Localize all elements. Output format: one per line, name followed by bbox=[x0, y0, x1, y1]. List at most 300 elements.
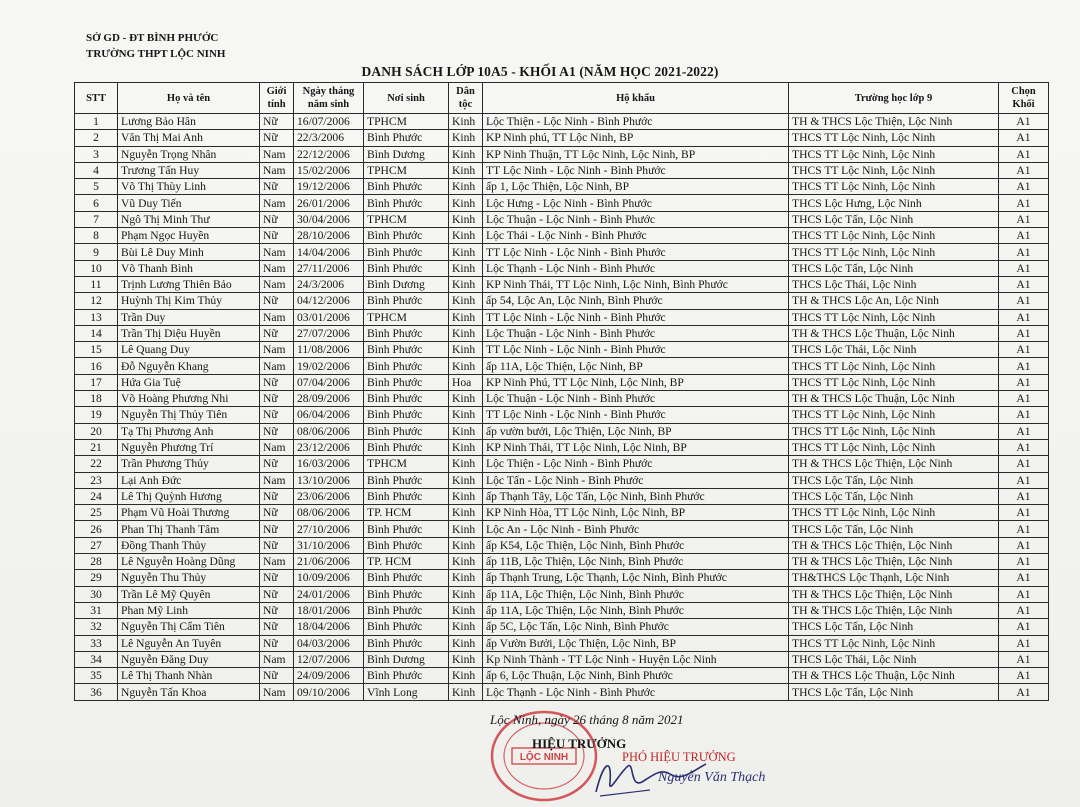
cell-birthdate: 18/04/2006 bbox=[294, 619, 364, 635]
cell-birthplace: Bình Phước bbox=[364, 391, 449, 407]
cell-name: Nguyễn Trọng Nhân bbox=[118, 146, 260, 162]
cell-residence: KP Ninh Hòa, TT Lộc Ninh, Lộc Ninh, BP bbox=[483, 505, 789, 521]
cell-gender: Nam bbox=[260, 358, 294, 374]
cell-residence: Lộc Thiện - Lộc Ninh - Bình Phước bbox=[483, 114, 789, 130]
cell-block: A1 bbox=[999, 309, 1049, 325]
cell-stt: 3 bbox=[75, 146, 118, 162]
cell-gender: Nữ bbox=[260, 228, 294, 244]
cell-stt: 28 bbox=[75, 554, 118, 570]
cell-birthplace: Bình Phước bbox=[364, 407, 449, 423]
cell-name: Nguyễn Thị Thủy Tiên bbox=[118, 407, 260, 423]
cell-ethnicity: Kinh bbox=[449, 260, 483, 276]
cell-residence: Lộc Thạnh - Lộc Ninh - Bình Phước bbox=[483, 684, 789, 700]
cell-gender: Nữ bbox=[260, 619, 294, 635]
cell-residence: ấp 1, Lộc Thiện, Lộc Ninh, BP bbox=[483, 179, 789, 195]
cell-block: A1 bbox=[999, 260, 1049, 276]
cell-ethnicity: Kinh bbox=[449, 439, 483, 455]
cell-birthdate: 04/03/2006 bbox=[294, 635, 364, 651]
cell-block: A1 bbox=[999, 651, 1049, 667]
cell-previous-school: THCS TT Lộc Ninh, Lộc Ninh bbox=[789, 179, 999, 195]
cell-ethnicity: Kinh bbox=[449, 244, 483, 260]
cell-name: Lương Bảo Hân bbox=[118, 114, 260, 130]
cell-name: Lê Nguyễn Hoàng Dũng bbox=[118, 554, 260, 570]
table-row bbox=[75, 635, 1049, 651]
cell-birthplace: Bình Phước bbox=[364, 602, 449, 618]
cell-block: A1 bbox=[999, 488, 1049, 504]
cell-previous-school: TH & THCS Lộc Thuận, Lộc Ninh bbox=[789, 391, 999, 407]
cell-residence: ấp K54, Lộc Thiện, Lộc Ninh, Bình Phước bbox=[483, 537, 789, 553]
cell-birthplace: TPHCM bbox=[364, 456, 449, 472]
cell-gender: Nữ bbox=[260, 114, 294, 130]
cell-previous-school: THCS TT Lộc Ninh, Lộc Ninh bbox=[789, 228, 999, 244]
cell-stt: 11 bbox=[75, 276, 118, 292]
cell-birthplace: Bình Phước bbox=[364, 130, 449, 146]
cell-previous-school: TH & THCS Lộc Thiện, Lộc Ninh bbox=[789, 602, 999, 618]
cell-block: A1 bbox=[999, 668, 1049, 684]
cell-name: Võ Thị Thùy Linh bbox=[118, 179, 260, 195]
cell-block: A1 bbox=[999, 505, 1049, 521]
table-row bbox=[75, 684, 1049, 700]
cell-previous-school: TH & THCS Lộc Thuận, Lộc Ninh bbox=[789, 668, 999, 684]
cell-birthdate: 24/3/2006 bbox=[294, 276, 364, 292]
cell-block: A1 bbox=[999, 472, 1049, 488]
cell-previous-school: THCS TT Lộc Ninh, Lộc Ninh bbox=[789, 309, 999, 325]
cell-name: Trịnh Lương Thiên Bảo bbox=[118, 276, 260, 292]
cell-stt: 16 bbox=[75, 358, 118, 374]
cell-stt: 29 bbox=[75, 570, 118, 586]
cell-ethnicity: Kinh bbox=[449, 146, 483, 162]
table-row bbox=[75, 423, 1049, 439]
table-row bbox=[75, 179, 1049, 195]
cell-gender: Nam bbox=[260, 342, 294, 358]
cell-previous-school: THCS Lộc Thái, Lộc Ninh bbox=[789, 276, 999, 292]
cell-gender: Nam bbox=[260, 439, 294, 455]
cell-stt: 4 bbox=[75, 162, 118, 178]
cell-ethnicity: Kinh bbox=[449, 423, 483, 439]
cell-birthplace: Bình Phước bbox=[364, 586, 449, 602]
cell-birthplace: TP. HCM bbox=[364, 554, 449, 570]
cell-birthdate: 23/06/2006 bbox=[294, 488, 364, 504]
cell-previous-school: THCS TT Lộc Ninh, Lộc Ninh bbox=[789, 130, 999, 146]
column-header-name: Họ và tên bbox=[118, 83, 260, 114]
cell-residence: ấp Thạnh Trung, Lộc Thạnh, Lộc Ninh, Bình Phước bbox=[483, 570, 789, 586]
cell-previous-school: TH & THCS Lộc Thiện, Lộc Ninh bbox=[789, 537, 999, 553]
cell-block: A1 bbox=[999, 439, 1049, 455]
cell-name: Văn Thị Mai Anh bbox=[118, 130, 260, 146]
cell-previous-school: THCS TT Lộc Ninh, Lộc Ninh bbox=[789, 407, 999, 423]
cell-gender: Nam bbox=[260, 146, 294, 162]
cell-block: A1 bbox=[999, 586, 1049, 602]
cell-birthdate: 16/03/2006 bbox=[294, 456, 364, 472]
cell-birthplace: Bình Phước bbox=[364, 439, 449, 455]
cell-ethnicity: Kinh bbox=[449, 537, 483, 553]
cell-ethnicity: Kinh bbox=[449, 211, 483, 227]
cell-residence: ấp 11A, Lộc Thiện, Lộc Ninh, BP bbox=[483, 358, 789, 374]
cell-residence: TT Lộc Ninh - Lộc Ninh - Bình Phước bbox=[483, 244, 789, 260]
cell-block: A1 bbox=[999, 391, 1049, 407]
cell-block: A1 bbox=[999, 407, 1049, 423]
cell-stt: 10 bbox=[75, 260, 118, 276]
table-row bbox=[75, 521, 1049, 537]
cell-residence: ấp 54, Lộc An, Lộc Ninh, Bình Phước bbox=[483, 293, 789, 309]
cell-previous-school: THCS Lộc Tấn, Lộc Ninh bbox=[789, 521, 999, 537]
cell-ethnicity: Hoa bbox=[449, 374, 483, 390]
column-header-ethnicity: Dân tộc bbox=[449, 83, 483, 114]
cell-birthplace: Bình Phước bbox=[364, 325, 449, 341]
department-name: SỞ GD - ĐT BÌNH PHƯỚC bbox=[86, 32, 219, 44]
cell-name: Nguyễn Đăng Duy bbox=[118, 651, 260, 667]
table-header-row bbox=[75, 83, 1049, 114]
table-row bbox=[75, 276, 1049, 292]
cell-gender: Nữ bbox=[260, 179, 294, 195]
table-row bbox=[75, 456, 1049, 472]
cell-residence: ấp Thạnh Tây, Lộc Tấn, Lộc Ninh, Bình Phước bbox=[483, 488, 789, 504]
cell-previous-school: THCS TT Lộc Ninh, Lộc Ninh bbox=[789, 374, 999, 390]
cell-ethnicity: Kinh bbox=[449, 130, 483, 146]
cell-birthdate: 04/12/2006 bbox=[294, 293, 364, 309]
cell-ethnicity: Kinh bbox=[449, 276, 483, 292]
table-row bbox=[75, 146, 1049, 162]
cell-birthplace: TPHCM bbox=[364, 114, 449, 130]
cell-block: A1 bbox=[999, 195, 1049, 211]
cell-ethnicity: Kinh bbox=[449, 619, 483, 635]
student-table bbox=[74, 82, 1049, 701]
cell-name: Võ Hoàng Phương Nhi bbox=[118, 391, 260, 407]
cell-previous-school: THCS Lộc Tấn, Lộc Ninh bbox=[789, 488, 999, 504]
cell-ethnicity: Kinh bbox=[449, 162, 483, 178]
cell-gender: Nữ bbox=[260, 211, 294, 227]
cell-residence: Lộc Tấn - Lộc Ninh - Bình Phước bbox=[483, 472, 789, 488]
cell-residence: ấp 11A, Lộc Thiện, Lộc Ninh, Bình Phước bbox=[483, 586, 789, 602]
column-header-stt: STT bbox=[75, 83, 118, 114]
cell-birthdate: 08/06/2006 bbox=[294, 423, 364, 439]
cell-previous-school: THCS Lộc Tấn, Lộc Ninh bbox=[789, 619, 999, 635]
cell-ethnicity: Kinh bbox=[449, 407, 483, 423]
cell-previous-school: TH & THCS Lộc An, Lộc Ninh bbox=[789, 293, 999, 309]
cell-birthdate: 18/01/2006 bbox=[294, 602, 364, 618]
cell-stt: 24 bbox=[75, 488, 118, 504]
signer-name: Nguyễn Văn Thạch bbox=[658, 770, 766, 785]
cell-previous-school: TH & THCS Lộc Thuận, Lộc Ninh bbox=[789, 325, 999, 341]
cell-stt: 7 bbox=[75, 211, 118, 227]
cell-previous-school: TH&THCS Lộc Thạnh, Lộc Ninh bbox=[789, 570, 999, 586]
cell-birthplace: Bình Phước bbox=[364, 179, 449, 195]
cell-block: A1 bbox=[999, 179, 1049, 195]
table-row bbox=[75, 309, 1049, 325]
cell-stt: 1 bbox=[75, 114, 118, 130]
cell-birthdate: 27/10/2006 bbox=[294, 521, 364, 537]
cell-ethnicity: Kinh bbox=[449, 521, 483, 537]
cell-birthplace: Bình Phước bbox=[364, 260, 449, 276]
cell-birthdate: 28/10/2006 bbox=[294, 228, 364, 244]
cell-previous-school: TH & THCS Lộc Thiện, Lộc Ninh bbox=[789, 586, 999, 602]
cell-stt: 15 bbox=[75, 342, 118, 358]
cell-birthplace: TP. HCM bbox=[364, 505, 449, 521]
cell-stt: 32 bbox=[75, 619, 118, 635]
table-row bbox=[75, 407, 1049, 423]
cell-name: Nguyễn Thị Cẩm Tiên bbox=[118, 619, 260, 635]
cell-ethnicity: Kinh bbox=[449, 114, 483, 130]
cell-ethnicity: Kinh bbox=[449, 195, 483, 211]
cell-birthdate: 22/3/2006 bbox=[294, 130, 364, 146]
cell-stt: 35 bbox=[75, 668, 118, 684]
cell-residence: Lộc Thuận - Lộc Ninh - Bình Phước bbox=[483, 391, 789, 407]
cell-birthdate: 06/04/2006 bbox=[294, 407, 364, 423]
cell-ethnicity: Kinh bbox=[449, 684, 483, 700]
cell-birthdate: 11/08/2006 bbox=[294, 342, 364, 358]
cell-birthdate: 24/01/2006 bbox=[294, 586, 364, 602]
cell-residence: ấp vườn bưởi, Lộc Thiện, Lộc Ninh, BP bbox=[483, 423, 789, 439]
column-header-birthdate: Ngày tháng năm sinh bbox=[294, 83, 364, 114]
cell-birthplace: TPHCM bbox=[364, 211, 449, 227]
cell-ethnicity: Kinh bbox=[449, 456, 483, 472]
cell-gender: Nữ bbox=[260, 537, 294, 553]
cell-birthplace: Bình Phước bbox=[364, 668, 449, 684]
cell-birthplace: Bình Dương bbox=[364, 276, 449, 292]
cell-gender: Nữ bbox=[260, 635, 294, 651]
cell-previous-school: THCS TT Lộc Ninh, Lộc Ninh bbox=[789, 244, 999, 260]
document-title: DANH SÁCH LỚP 10A5 - KHỐI A1 (NĂM HỌC 2021-2022) bbox=[361, 64, 719, 79]
table-row bbox=[75, 554, 1049, 570]
cell-stt: 2 bbox=[75, 130, 118, 146]
cell-block: A1 bbox=[999, 635, 1049, 651]
table-row bbox=[75, 488, 1049, 504]
cell-gender: Nữ bbox=[260, 488, 294, 504]
cell-block: A1 bbox=[999, 211, 1049, 227]
cell-birthdate: 22/12/2006 bbox=[294, 146, 364, 162]
cell-stt: 21 bbox=[75, 439, 118, 455]
cell-birthplace: Bình Phước bbox=[364, 244, 449, 260]
table-row bbox=[75, 228, 1049, 244]
cell-birthdate: 23/12/2006 bbox=[294, 439, 364, 455]
cell-block: A1 bbox=[999, 244, 1049, 260]
cell-ethnicity: Kinh bbox=[449, 635, 483, 651]
cell-gender: Nữ bbox=[260, 407, 294, 423]
cell-ethnicity: Kinh bbox=[449, 570, 483, 586]
cell-name: Lê Thị Quỳnh Hương bbox=[118, 488, 260, 504]
cell-stt: 34 bbox=[75, 651, 118, 667]
cell-block: A1 bbox=[999, 130, 1049, 146]
cell-block: A1 bbox=[999, 456, 1049, 472]
cell-birthplace: Bình Phước bbox=[364, 342, 449, 358]
cell-birthplace: TPHCM bbox=[364, 162, 449, 178]
cell-ethnicity: Kinh bbox=[449, 342, 483, 358]
cell-name: Phan Thị Thanh Tâm bbox=[118, 521, 260, 537]
cell-name: Bùi Lê Duy Minh bbox=[118, 244, 260, 260]
cell-residence: TT Lộc Ninh - Lộc Ninh - Bình Phước bbox=[483, 342, 789, 358]
cell-residence: Lộc Thuận - Lộc Ninh - Bình Phước bbox=[483, 325, 789, 341]
cell-birthdate: 03/01/2006 bbox=[294, 309, 364, 325]
cell-gender: Nữ bbox=[260, 668, 294, 684]
cell-stt: 27 bbox=[75, 537, 118, 553]
table-row bbox=[75, 668, 1049, 684]
cell-name: Trần Thị Diệu Huyền bbox=[118, 325, 260, 341]
stamp-center-text: LỘC NINH bbox=[519, 752, 569, 763]
cell-birthdate: 26/01/2006 bbox=[294, 195, 364, 211]
cell-ethnicity: Kinh bbox=[449, 179, 483, 195]
cell-stt: 19 bbox=[75, 407, 118, 423]
cell-block: A1 bbox=[999, 537, 1049, 553]
cell-block: A1 bbox=[999, 684, 1049, 700]
signing-date: Lộc Ninh, ngày 26 tháng 8 năm 2021 bbox=[490, 712, 684, 727]
cell-gender: Nam bbox=[260, 276, 294, 292]
column-header-block: Chọn Khối bbox=[999, 83, 1049, 114]
cell-stt: 25 bbox=[75, 505, 118, 521]
cell-block: A1 bbox=[999, 342, 1049, 358]
principal-title: HIỆU TRƯỞNG bbox=[532, 736, 627, 751]
cell-block: A1 bbox=[999, 570, 1049, 586]
cell-residence: KP Ninh Thuận, TT Lộc Ninh, Lộc Ninh, BP bbox=[483, 146, 789, 162]
cell-name: Huỳnh Thị Kim Thủy bbox=[118, 293, 260, 309]
cell-birthdate: 15/02/2006 bbox=[294, 162, 364, 178]
cell-gender: Nữ bbox=[260, 130, 294, 146]
cell-ethnicity: Kinh bbox=[449, 554, 483, 570]
cell-residence: Lộc Thuận - Lộc Ninh - Bình Phước bbox=[483, 211, 789, 227]
column-header-birthplace: Nơi sinh bbox=[364, 83, 449, 114]
cell-name: Lê Thị Thanh Nhàn bbox=[118, 668, 260, 684]
cell-residence: KP Ninh phú, TT Lộc Ninh, BP bbox=[483, 130, 789, 146]
cell-birthplace: Bình Phước bbox=[364, 472, 449, 488]
cell-residence: ấp 6, Lộc Thuận, Lộc Ninh, Bình Phước bbox=[483, 668, 789, 684]
cell-ethnicity: Kinh bbox=[449, 472, 483, 488]
cell-previous-school: THCS Lộc Thái, Lộc Ninh bbox=[789, 651, 999, 667]
cell-birthdate: 13/10/2006 bbox=[294, 472, 364, 488]
cell-birthdate: 24/09/2006 bbox=[294, 668, 364, 684]
cell-gender: Nam bbox=[260, 260, 294, 276]
cell-name: Phạm Ngọc Huyền bbox=[118, 228, 260, 244]
cell-birthplace: Bình Phước bbox=[364, 619, 449, 635]
cell-ethnicity: Kinh bbox=[449, 391, 483, 407]
cell-residence: ấp 11B, Lộc Thiện, Lộc Ninh, Bình Phước bbox=[483, 554, 789, 570]
cell-name: Trương Tấn Huy bbox=[118, 162, 260, 178]
table-row bbox=[75, 374, 1049, 390]
cell-gender: Nữ bbox=[260, 570, 294, 586]
cell-birthdate: 14/04/2006 bbox=[294, 244, 364, 260]
cell-previous-school: TH & THCS Lộc Thiện, Lộc Ninh bbox=[789, 114, 999, 130]
cell-gender: Nam bbox=[260, 554, 294, 570]
cell-gender: Nam bbox=[260, 651, 294, 667]
cell-block: A1 bbox=[999, 162, 1049, 178]
cell-name: Lại Anh Đức bbox=[118, 472, 260, 488]
cell-birthdate: 08/06/2006 bbox=[294, 505, 364, 521]
cell-residence: Lộc Thiện - Lộc Ninh - Bình Phước bbox=[483, 456, 789, 472]
cell-previous-school: THCS Lộc Thái, Lộc Ninh bbox=[789, 342, 999, 358]
table-row bbox=[75, 602, 1049, 618]
cell-stt: 18 bbox=[75, 391, 118, 407]
vice-principal-title: PHÓ HIỆU TRƯỞNG bbox=[622, 750, 736, 764]
cell-name: Nguyễn Thu Thủy bbox=[118, 570, 260, 586]
table-row bbox=[75, 260, 1049, 276]
cell-stt: 20 bbox=[75, 423, 118, 439]
cell-block: A1 bbox=[999, 293, 1049, 309]
table-row bbox=[75, 325, 1049, 341]
cell-birthplace: Bình Phước bbox=[364, 228, 449, 244]
cell-block: A1 bbox=[999, 276, 1049, 292]
table-row bbox=[75, 439, 1049, 455]
cell-stt: 12 bbox=[75, 293, 118, 309]
cell-stt: 9 bbox=[75, 244, 118, 260]
cell-stt: 5 bbox=[75, 179, 118, 195]
cell-gender: Nam bbox=[260, 195, 294, 211]
cell-birthdate: 27/11/2006 bbox=[294, 260, 364, 276]
cell-block: A1 bbox=[999, 358, 1049, 374]
table-row bbox=[75, 537, 1049, 553]
cell-birthdate: 28/09/2006 bbox=[294, 391, 364, 407]
cell-stt: 14 bbox=[75, 325, 118, 341]
cell-residence: Lộc An - Lộc Ninh - Bình Phước bbox=[483, 521, 789, 537]
cell-residence: TT Lộc Ninh - Lộc Ninh - Bình Phước bbox=[483, 162, 789, 178]
cell-gender: Nam bbox=[260, 162, 294, 178]
cell-birthdate: 19/12/2006 bbox=[294, 179, 364, 195]
cell-birthdate: 27/07/2006 bbox=[294, 325, 364, 341]
table-row bbox=[75, 195, 1049, 211]
cell-name: Trần Phương Thủy bbox=[118, 456, 260, 472]
school-name: TRƯỜNG THPT LỘC NINH bbox=[86, 48, 226, 60]
cell-stt: 6 bbox=[75, 195, 118, 211]
cell-name: Phan Mỹ Linh bbox=[118, 602, 260, 618]
cell-block: A1 bbox=[999, 602, 1049, 618]
cell-birthdate: 19/02/2006 bbox=[294, 358, 364, 374]
cell-residence: Lộc Thạnh - Lộc Ninh - Bình Phước bbox=[483, 260, 789, 276]
table-row bbox=[75, 505, 1049, 521]
cell-birthplace: Bình Phước bbox=[364, 293, 449, 309]
cell-birthplace: Bình Phước bbox=[364, 635, 449, 651]
cell-residence: KP Ninh Thái, TT Lộc Ninh, Lộc Ninh, Bình Phước bbox=[483, 276, 789, 292]
table-row bbox=[75, 619, 1049, 635]
cell-name: Trần Lê Mỹ Quyên bbox=[118, 586, 260, 602]
cell-ethnicity: Kinh bbox=[449, 358, 483, 374]
cell-residence: TT Lộc Ninh - Lộc Ninh - Bình Phước bbox=[483, 309, 789, 325]
column-header-residence: Hộ khẩu bbox=[483, 83, 789, 114]
cell-block: A1 bbox=[999, 423, 1049, 439]
cell-previous-school: THCS TT Lộc Ninh, Lộc Ninh bbox=[789, 635, 999, 651]
cell-gender: Nữ bbox=[260, 293, 294, 309]
cell-block: A1 bbox=[999, 374, 1049, 390]
cell-ethnicity: Kinh bbox=[449, 488, 483, 504]
cell-birthplace: Bình Phước bbox=[364, 358, 449, 374]
table-row bbox=[75, 244, 1049, 260]
table-row bbox=[75, 570, 1049, 586]
cell-birthplace: Bình Phước bbox=[364, 374, 449, 390]
cell-birthdate: 30/04/2006 bbox=[294, 211, 364, 227]
cell-birthdate: 12/07/2006 bbox=[294, 651, 364, 667]
cell-ethnicity: Kinh bbox=[449, 228, 483, 244]
cell-stt: 17 bbox=[75, 374, 118, 390]
cell-previous-school: THCS TT Lộc Ninh, Lộc Ninh bbox=[789, 423, 999, 439]
cell-residence: ấp 11A, Lộc Thiện, Lộc Ninh, Bình Phước bbox=[483, 602, 789, 618]
cell-ethnicity: Kinh bbox=[449, 668, 483, 684]
cell-birthplace: Bình Dương bbox=[364, 651, 449, 667]
cell-stt: 36 bbox=[75, 684, 118, 700]
cell-residence: ấp Vườn Bưởi, Lộc Thiện, Lộc Ninh, BP bbox=[483, 635, 789, 651]
table-row bbox=[75, 293, 1049, 309]
table-row bbox=[75, 342, 1049, 358]
cell-name: Võ Thanh Bình bbox=[118, 260, 260, 276]
cell-birthdate: 16/07/2006 bbox=[294, 114, 364, 130]
cell-birthdate: 07/04/2006 bbox=[294, 374, 364, 390]
cell-birthplace: Bình Phước bbox=[364, 195, 449, 211]
cell-ethnicity: Kinh bbox=[449, 505, 483, 521]
cell-ethnicity: Kinh bbox=[449, 293, 483, 309]
cell-name: Phạm Vũ Hoài Thương bbox=[118, 505, 260, 521]
table-row bbox=[75, 211, 1049, 227]
cell-residence: Lộc Hưng - Lộc Ninh - Bình Phước bbox=[483, 195, 789, 211]
table-row bbox=[75, 130, 1049, 146]
cell-name: Lê Nguyễn An Tuyên bbox=[118, 635, 260, 651]
cell-name: Nguyễn Phương Trí bbox=[118, 439, 260, 455]
cell-birthplace: TPHCM bbox=[364, 309, 449, 325]
column-header-gender: Giới tính bbox=[260, 83, 294, 114]
